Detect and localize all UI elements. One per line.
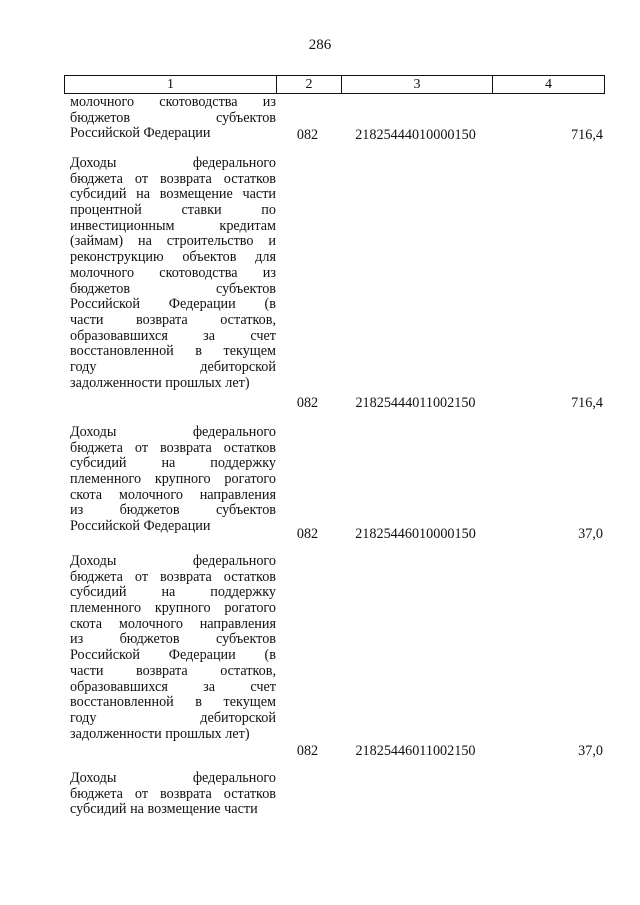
description-line: субсидий на возмещение части bbox=[70, 801, 258, 818]
row-description bbox=[70, 95, 276, 142]
page-number: 286 bbox=[308, 37, 332, 53]
description-line: бюджета от возврата остатков bbox=[70, 568, 276, 585]
table-row bbox=[64, 771, 603, 821]
column-header-2: 2 bbox=[276, 76, 341, 93]
table-row bbox=[64, 95, 603, 144]
budget-class-code: 21825444010000150 bbox=[355, 127, 476, 144]
description-line: Доходы федерального bbox=[70, 770, 276, 786]
description-line: году дебиторской bbox=[70, 358, 276, 375]
amount: 37,0 bbox=[578, 743, 603, 760]
description-line: Российской Федерации (в bbox=[70, 296, 276, 313]
description-line: бюджета от возврата остатков bbox=[70, 439, 276, 456]
description-line: скота молочного направления bbox=[70, 486, 276, 503]
description-line: образовавшихся за счет bbox=[70, 327, 276, 344]
description-line: субсидий на поддержку bbox=[70, 584, 276, 601]
amount: 716,4 bbox=[571, 127, 603, 144]
description-line: части возврата остатков, bbox=[70, 311, 276, 328]
description-line: молочного скотоводства из bbox=[70, 94, 276, 110]
description-line: инвестиционным кредитам bbox=[70, 217, 276, 234]
row-description bbox=[70, 156, 276, 391]
description-line: задолженности прошлых лет) bbox=[70, 374, 250, 391]
description-line: из бюджетов субъектов bbox=[70, 631, 276, 648]
description-line: племенного крупного рогатого bbox=[70, 600, 276, 617]
description-line: скота молочного направления bbox=[70, 615, 276, 632]
description-line: задолженности прошлых лет) bbox=[70, 725, 250, 742]
description-line: (займам) на строительство и bbox=[70, 233, 276, 250]
row-description bbox=[70, 771, 276, 818]
description-line: бюджетов субъектов bbox=[70, 109, 276, 126]
admin-code: 082 bbox=[296, 743, 319, 760]
budget-class-code: 21825446011002150 bbox=[355, 743, 476, 760]
description-line: субсидий на возмещение части bbox=[70, 186, 276, 203]
description-line: Доходы федерального bbox=[70, 155, 276, 171]
description-line: бюджетов субъектов bbox=[70, 280, 276, 297]
description-line: из бюджетов субъектов bbox=[70, 502, 276, 519]
description-line: Доходы федерального bbox=[70, 553, 276, 569]
budget-class-code: 21825444011002150 bbox=[355, 395, 476, 412]
table-header bbox=[64, 75, 605, 94]
description-line: субсидий на поддержку bbox=[70, 455, 276, 472]
description-line: восстановленной в текущем bbox=[70, 343, 276, 360]
description-line: Российской Федерации bbox=[70, 518, 211, 535]
row-description bbox=[70, 554, 276, 742]
description-line: реконструкцию объектов для bbox=[70, 249, 276, 266]
row-description bbox=[70, 425, 276, 535]
description-line: восстановленной в текущем bbox=[70, 694, 276, 711]
description-line: процентной ставки по bbox=[70, 202, 276, 219]
description-line: части возврата остатков, bbox=[70, 662, 276, 679]
description-line: образовавшихся за счет bbox=[70, 678, 276, 695]
description-line: Доходы федерального bbox=[70, 424, 276, 440]
admin-code: 082 bbox=[296, 127, 319, 144]
description-line: Российской Федерации (в bbox=[70, 647, 276, 664]
table-row bbox=[64, 156, 603, 412]
table-row bbox=[64, 425, 603, 543]
admin-code: 082 bbox=[296, 395, 319, 412]
description-line: Российской Федерации bbox=[70, 125, 211, 142]
admin-code: 082 bbox=[296, 526, 319, 543]
description-line: году дебиторской bbox=[70, 709, 276, 726]
column-header-1: 1 bbox=[167, 77, 174, 92]
table-row bbox=[64, 554, 603, 760]
column-header-4: 4 bbox=[492, 76, 604, 93]
description-line: бюджета от возврата остатков bbox=[70, 785, 276, 802]
description-line: племенного крупного рогатого bbox=[70, 471, 276, 488]
column-header-3: 3 bbox=[341, 76, 492, 93]
budget-class-code: 21825446010000150 bbox=[355, 526, 476, 543]
description-line: бюджета от возврата остатков bbox=[70, 170, 276, 187]
amount: 37,0 bbox=[578, 526, 603, 543]
description-line: молочного скотоводства из bbox=[70, 264, 276, 281]
amount: 716,4 bbox=[571, 395, 603, 412]
